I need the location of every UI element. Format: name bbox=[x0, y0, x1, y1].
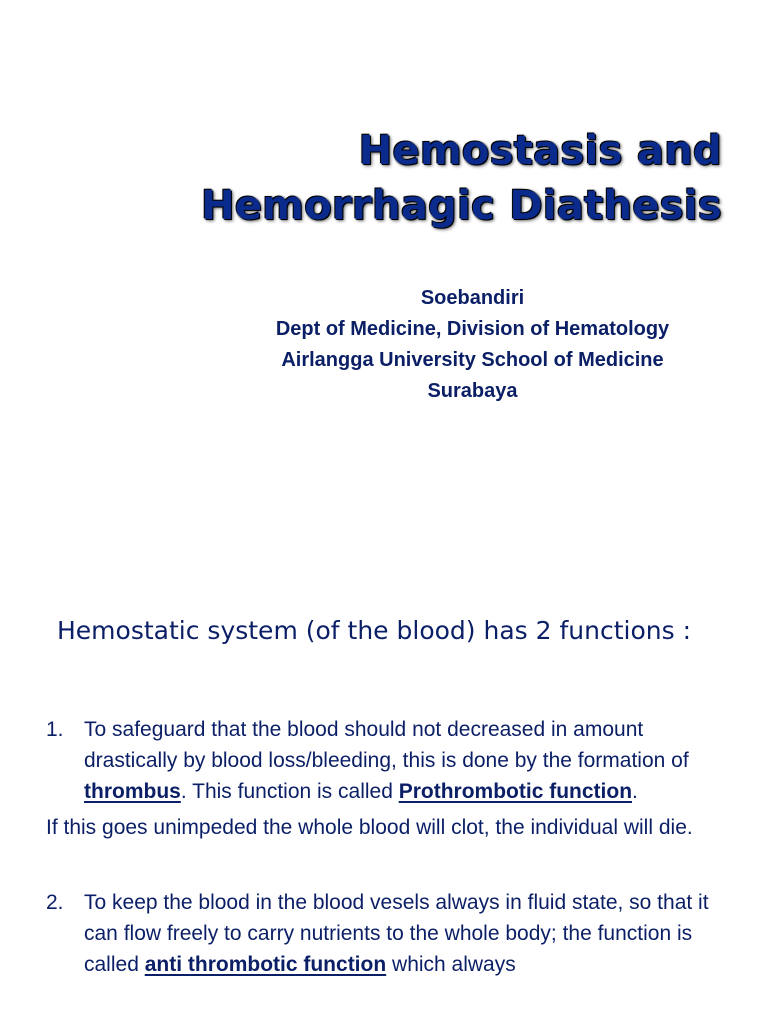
term-anti-thrombotic-function: anti thrombotic function bbox=[144, 953, 387, 976]
author-name: Soebandiri bbox=[420, 287, 525, 309]
term-prothrombotic-function: Prothrombotic function bbox=[398, 780, 633, 803]
list-item-number: 1. bbox=[46, 718, 64, 741]
note-paragraph: If this goes unimpeded the whole blood will clot, the individual will die. bbox=[46, 816, 693, 839]
author-block bbox=[240, 283, 705, 407]
list-item-number: 2. bbox=[46, 891, 64, 914]
list-item-text: . bbox=[632, 780, 638, 803]
author-department: Dept of Medicine, Division of Hematology bbox=[275, 318, 670, 340]
list-item-text: which always bbox=[386, 953, 516, 976]
list-item bbox=[0, 714, 768, 807]
section-heading: Hemostatic system (of the blood) has 2 functions : bbox=[57, 616, 691, 645]
slide-title bbox=[201, 124, 722, 234]
author-city: Surabaya bbox=[427, 380, 518, 402]
slide-title-line2: Hemorrhagic Diathesis bbox=[201, 183, 722, 229]
author-school: Airlangga University School of Medicine bbox=[281, 349, 664, 371]
term-thrombus: thrombus bbox=[84, 780, 181, 803]
slide-title-line1: Hemostasis and bbox=[358, 128, 722, 174]
list-item-text: To safeguard that the blood should not decreased in amount drastically by blood loss/bleeding, this is done by the formation of bbox=[84, 718, 689, 772]
list-item-text: To keep the blood in the blood vesels always in fluid state, so that it can flow freely to carry nutrients to the whole body; the function is called bbox=[84, 891, 709, 976]
body-text bbox=[0, 714, 768, 980]
list-item bbox=[0, 887, 768, 980]
list-item-text: . This function is called bbox=[180, 780, 399, 803]
